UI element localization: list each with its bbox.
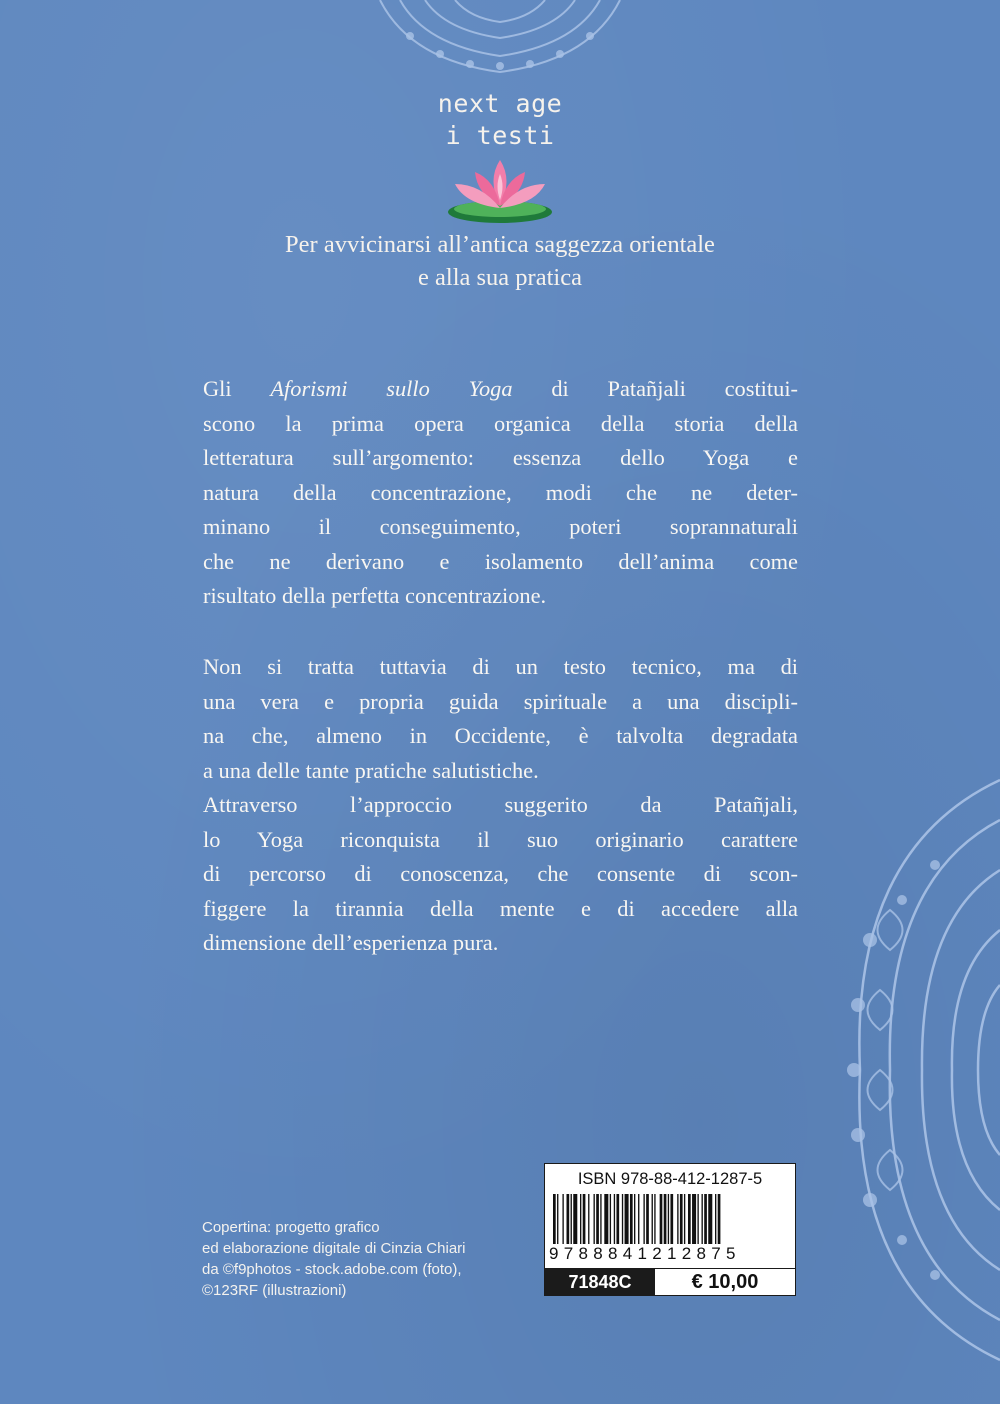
barcode-bar [643, 1194, 644, 1244]
barcode-bar [654, 1194, 655, 1244]
cover-credits [202, 1217, 466, 1301]
paragraph-lead: Gli [203, 376, 271, 401]
paragraph-line: Attraverso l’approccio suggerito da Patañjali, [203, 792, 798, 817]
barcode-bar [718, 1194, 721, 1244]
barcode-bar [664, 1194, 667, 1244]
paragraph-first-line-rest: di Patañjali costitui- [512, 376, 798, 401]
book-title-italic: Aforismi sullo Yoga [270, 376, 513, 401]
top-mandala-ornament [370, 0, 630, 80]
paragraph-line [203, 372, 798, 407]
credits-line: da ©f9photos - stock.adobe.com (foto), [202, 1261, 462, 1278]
barcode-bar [573, 1194, 577, 1244]
barcode-bar [571, 1194, 572, 1244]
barcode-bar [652, 1194, 653, 1244]
barcode-bar [684, 1194, 685, 1244]
credits-line: ed elaborazione digitale di Cinzia Chiari [202, 1240, 466, 1257]
barcode-bar [697, 1194, 698, 1244]
barcode-bar [604, 1194, 608, 1244]
credits-line: Copertina: progetto grafico [202, 1219, 380, 1236]
barcode-bars [551, 1194, 789, 1248]
paragraph-line: lo Yoga riconquista il suo originario carattere [203, 826, 798, 852]
paragraph-line: risultato della perfetta concentrazione. [203, 583, 547, 608]
barcode-bar [616, 1194, 619, 1244]
barcode-bar [583, 1194, 586, 1244]
barcode-bar [580, 1194, 581, 1244]
barcode-bar [670, 1194, 673, 1244]
barcode-bar [715, 1194, 716, 1244]
paragraph-line: scono la prima opera organica della storia della [203, 410, 798, 436]
barcode-bar [588, 1194, 589, 1244]
barcode-bar [688, 1194, 691, 1244]
tagline [0, 228, 1000, 294]
barcode-bar [646, 1194, 649, 1244]
barcode-bar [553, 1194, 556, 1244]
barcode-bar [567, 1194, 570, 1244]
paragraph-line: letteratura sull’argomento: essenza dello Yoga e [203, 445, 798, 470]
barcode-bar [625, 1194, 629, 1244]
barcode-bar [660, 1194, 663, 1244]
barcode-bar [610, 1194, 611, 1244]
barcode-bar [677, 1194, 678, 1244]
paragraph-line: na che, almeno in Occidente, è talvolta degradata [203, 723, 798, 748]
paragraph-line: figgere la tirannia della mente e di accedere alla [203, 895, 798, 921]
ean-digits: 9788841212875 [549, 1244, 741, 1263]
series-line-1: next age [437, 89, 563, 118]
paragraph-line: dimensione dell’esperienza pura. [203, 930, 499, 955]
code-price-row [545, 1268, 795, 1296]
barcode-bar [562, 1194, 563, 1244]
paragraph-line: di percorso di conoscenza, che consente di scon- [203, 861, 798, 886]
barcode-bar [614, 1194, 615, 1244]
series-line-2: i testi [445, 121, 555, 150]
barcode-bar [692, 1194, 696, 1244]
paragraph-line: natura della concentrazione, modi che ne deter- [203, 479, 798, 505]
description-paragraph-2 [203, 650, 798, 961]
tagline-line-2: e alla sua pratica [418, 264, 582, 291]
right-mandala-ornament [840, 770, 1000, 1370]
paragraph-line: minano il conseguimento, poteri soprannaturali [203, 514, 798, 539]
lotus-icon [441, 154, 559, 226]
barcode-bar [630, 1194, 633, 1244]
barcode-bar [680, 1194, 683, 1244]
barcode-bar [594, 1194, 595, 1244]
barcode-bar [596, 1194, 599, 1244]
barcode-bar [622, 1194, 623, 1244]
price-label: € 10,00 [691, 1271, 759, 1293]
credits-line: ©123RF (illustrazioni) [202, 1282, 347, 1299]
paragraph-line: a una delle tante pratiche salutistiche. [203, 757, 539, 783]
series-title [0, 88, 1000, 152]
barcode-box [544, 1163, 796, 1296]
barcode-bar [704, 1194, 707, 1244]
barcode-bar [702, 1194, 703, 1244]
tagline-line-1: Per avvicinarsi all’antica saggezza orientale [285, 231, 715, 258]
description-paragraph-1 [203, 372, 798, 614]
paragraph-line: che ne derivano e isolamento dell’anima come [203, 548, 798, 574]
barcode-bar [557, 1194, 558, 1244]
barcode-bar [638, 1194, 639, 1244]
barcode-bar [708, 1194, 712, 1244]
product-code: 71848C [545, 1269, 655, 1296]
barcode-bar [600, 1194, 601, 1244]
paragraph-line: una vera e propria guida spirituale a una discipli- [203, 688, 798, 714]
barcode-bar [634, 1194, 635, 1244]
isbn-label: ISBN 978-88-412-1287-5 [577, 1170, 763, 1188]
barcode-bar [668, 1194, 669, 1244]
paragraph-line: Non si tratta tuttavia di un testo tecnico, ma di [203, 654, 798, 679]
